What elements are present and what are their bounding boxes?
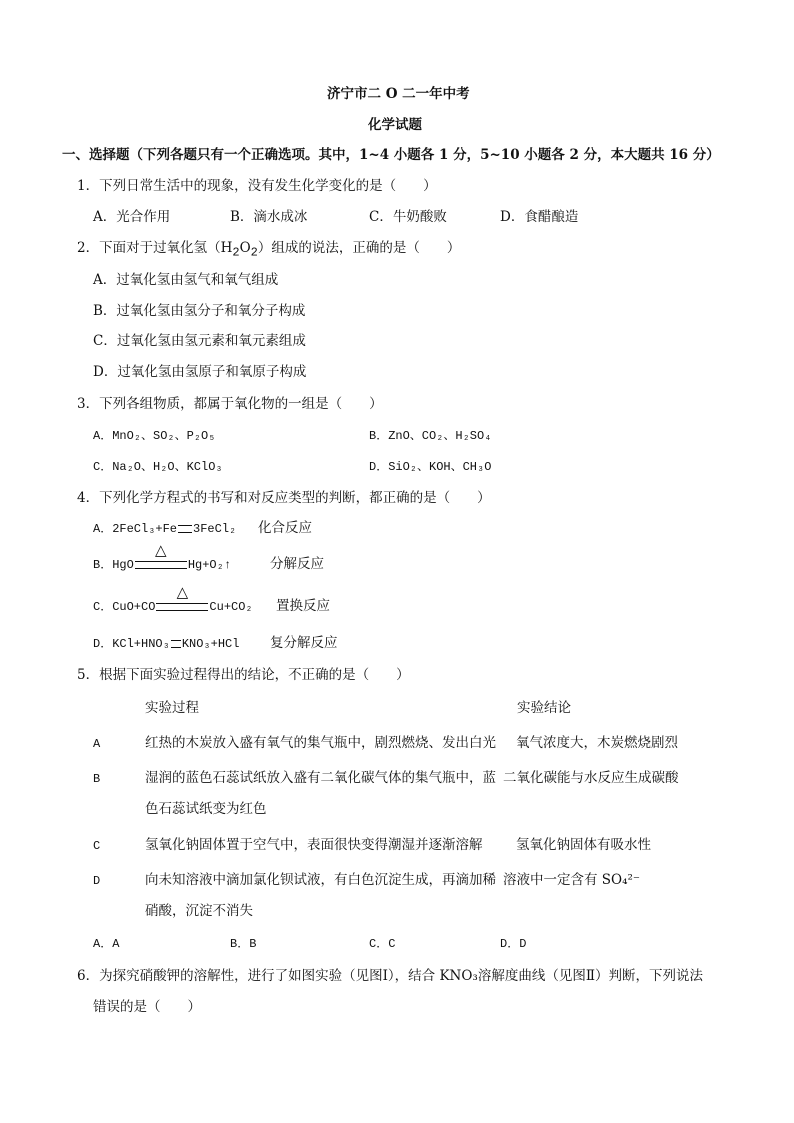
q5-row-conclusion: 二氧化碳能与水反应生成碳酸: [503, 770, 679, 786]
q5-col-conclusion: 实验结论: [517, 700, 571, 716]
q5-row-conclusion: 氧气浓度大，木炭燃烧剧烈: [516, 735, 678, 751]
q4-option-a: A．2FeCl₃+Fe 3FeCl₂: [93, 522, 237, 536]
q1-option-d: D．食醋酿造: [500, 209, 579, 225]
q5-row-process: 向未知溶液中滴加氯化钡试液，有白色沉淀生成，再滴加稀: [145, 872, 496, 888]
q4-d-type: 复分解反应: [270, 635, 338, 651]
q1-option-a: A．光合作用: [93, 209, 171, 225]
q5-option-a: A．A: [93, 937, 120, 951]
heat-equals-sign: [156, 582, 208, 611]
heat-icon: △: [176, 582, 189, 601]
q2-option-d: D．过氧化氢由氢原子和氧原子构成: [93, 364, 307, 380]
q5-row-label: A: [93, 737, 101, 751]
q5-row-label: D: [93, 874, 101, 888]
q1-stem: 1．下列日常生活中的现象，没有发生化学变化的是（ ）: [77, 178, 437, 194]
q3-option-d: D．SiO₂、KOH、CH₃O: [369, 460, 492, 474]
q4-b-type: 分解反应: [270, 556, 324, 572]
q4-option-d: D．KCl+HNO₃ KNO₃+HCl: [93, 637, 240, 651]
q2-option-b: B．过氧化氢由氢分子和氧分子构成: [93, 303, 306, 319]
q2-option-a: A．过氧化氢由氢气和氧气组成: [93, 272, 279, 288]
q3-option-c: C．Na₂O、H₂O、KClO₃: [93, 460, 223, 474]
q5-option-b: B．B: [230, 937, 257, 951]
q5-row-process-cont: 硝酸，沉淀不消失: [145, 903, 253, 919]
q2-option-c: C．过氧化氢由氢元素和氧元素组成: [93, 333, 306, 349]
q5-row-process: 氢氧化钠固体置于空气中，表面很快变得潮湿并逐渐溶解: [145, 837, 483, 853]
equals-sign: [178, 525, 192, 533]
heat-icon: △: [155, 540, 167, 559]
q3-stem: 3．下列各组物质，都属于氧化物的一组是（ ）: [77, 396, 383, 412]
q4-option-c: C．CuO+CO △ Cu+CO₂: [93, 582, 253, 614]
q3-option-a: A．MnO₂、SO₂、P₂O₅: [93, 429, 216, 443]
q5-option-c: C．C: [369, 937, 396, 951]
q4-stem: 4．下列化学方程式的书写和对反应类型的判断，都正确的是（ ）: [77, 490, 491, 506]
q3-option-b: B．ZnO、CO₂、H₂SO₄: [369, 429, 492, 443]
q6-stem-cont: 错误的是（ ）: [93, 999, 201, 1015]
q1-option-c: C．牛奶酸败: [369, 209, 447, 225]
q5-row-process-cont: 色石蕊试纸变为红色: [145, 801, 267, 817]
q5-option-d: D．D: [500, 937, 527, 951]
q5-row-conclusion: 氢氧化钠固体有吸水性: [516, 837, 651, 853]
equals-sign: [171, 640, 181, 648]
q5-row-process: 红热的木炭放入盛有氧气的集气瓶中，剧烈燃烧、发出白光: [145, 735, 496, 751]
exam-title: 济宁市二 O 二一年中考: [327, 86, 470, 102]
q4-a-type: 化合反应: [258, 520, 312, 536]
q5-row-process: 湿润的蓝色石蕊试纸放入盛有二氧化碳气体的集气瓶中，蓝: [145, 770, 496, 786]
q2-stem: 2．下面对于过氧化氢$(H_2O_2)$组成的说法，正确的是（ ）: [77, 240, 461, 260]
q5-col-process: 实验过程: [145, 700, 199, 716]
heat-equals-sign: [135, 540, 187, 569]
q5-row-label: C: [93, 839, 101, 853]
q5-row-label: B: [93, 772, 101, 786]
q5-row-conclusion: 溶液中一定含有 SO₄²⁻: [503, 872, 641, 888]
subject-title: 化学试题: [368, 117, 422, 133]
q5-stem: 5．根据下面实验过程得出的结论，不正确的是（ ）: [77, 667, 410, 683]
q4-c-type: 置换反应: [276, 598, 330, 614]
q4-option-b: B．HgO △ Hg+O₂↑: [93, 540, 232, 572]
q1-option-b: B．滴水成冰: [230, 209, 308, 225]
section-heading: 一、选择题（下列各题只有一个正确选项。其中，1~4 小题各 1 分，5~10 小题各 2 分，本大题共 16 分）: [62, 147, 720, 163]
q6-stem: 6．为探究硝酸钾的溶解性，进行了如图实验（见图Ⅰ），结合 KNO₃溶解度曲线（见图Ⅱ）判断，下列说法: [77, 968, 704, 984]
